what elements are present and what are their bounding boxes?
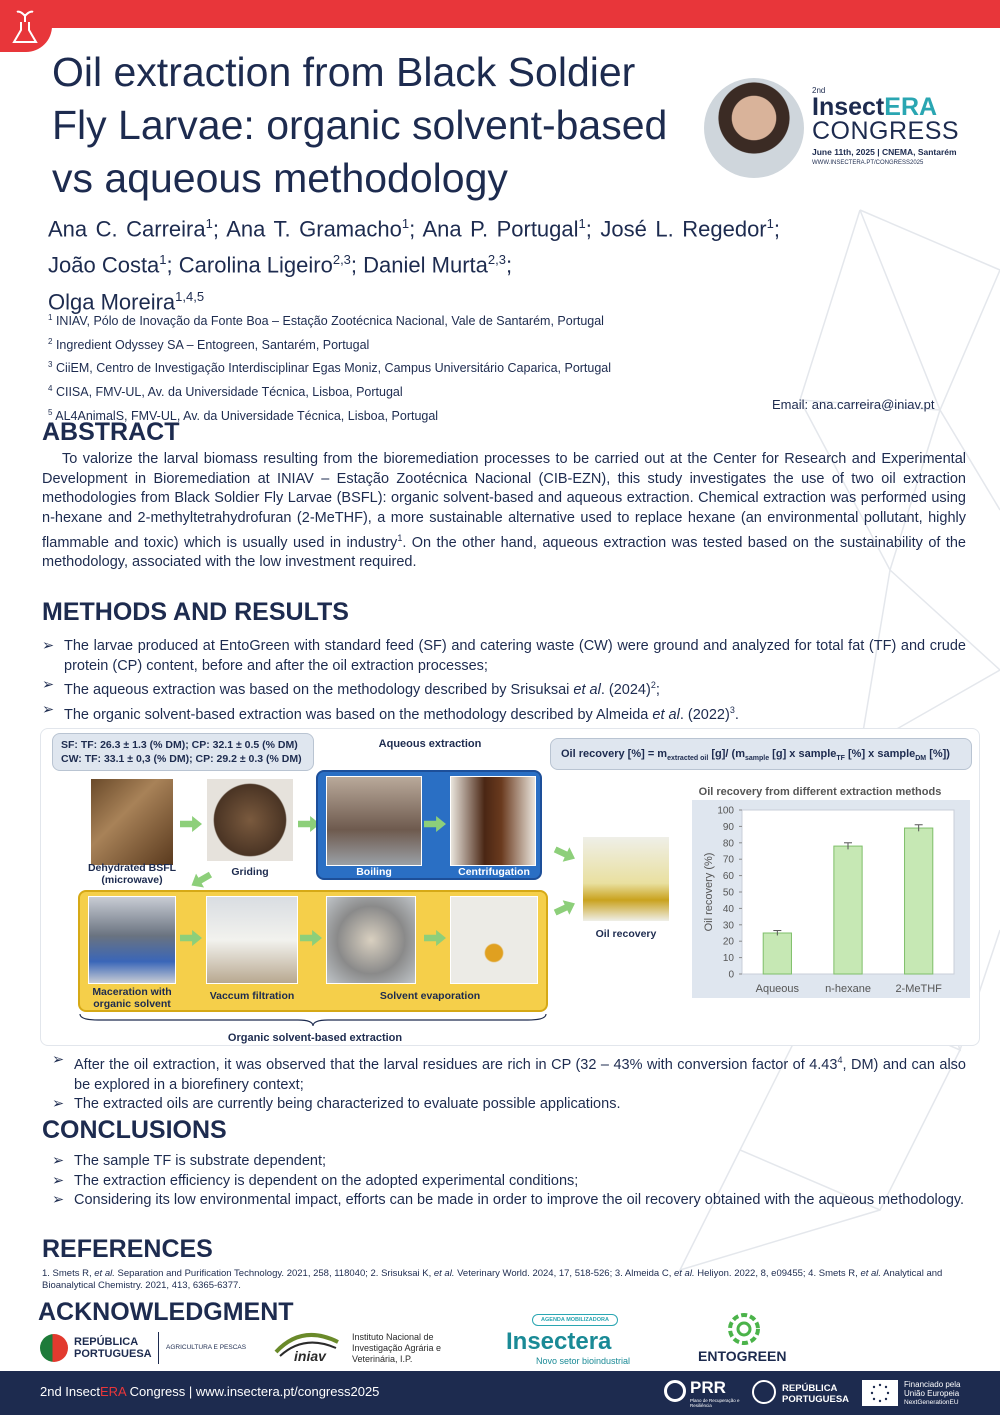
abstract-text: To valorize the larval biomass resulting from the bioremediation processes to be carried out at the Center for Research and Experimental Development in Bioremediation at INIAV – Estação Zootécnica Nacional (CIB-EZN), this study investigates the use of two oil extraction methodologies from Black Soldier Fly Larvae (BSFL): organic solvent-based and aqueous extraction. Chemical extraction was performed using n-hexane and 2-methyltetrahydrofuran (2-MeTHF), a more sustainable alternative used to replace hexane (an environmental pollutant, highly flammable and toxic) which is usually used in industry$^1$. On the other hand, aqueous extraction was tested based on the sustainability of the methodology, associated with the low investment required. bbox=[42, 451, 966, 571]
iniav-logo bbox=[272, 1326, 462, 1368]
congress-name-line2: CONGRESS bbox=[812, 117, 960, 145]
caption-oil-recovery: Oil recovery bbox=[595, 928, 657, 940]
iniav-line2: Investigação Agrária e bbox=[352, 1343, 442, 1353]
congress-ordinal: 2nd bbox=[812, 86, 826, 95]
congress-url: WWW.INSECTERA.PT/CONGRESS2025 bbox=[812, 160, 924, 166]
results-bullets bbox=[52, 1051, 966, 1115]
prr-logo bbox=[664, 1378, 750, 1408]
organic-brace bbox=[78, 1012, 548, 1028]
sf-composition: SF: TF: 26.3 ± 1.3 (% DM); CP: 32.1 ± 0.5 (% DM) bbox=[61, 739, 298, 751]
caption-maceration: Maceration with organic solvent bbox=[92, 986, 172, 1010]
y-tick-label: 90 bbox=[722, 821, 734, 833]
republica-emblem-icon bbox=[40, 1334, 68, 1362]
republica-footer-line2: PORTUGUESA bbox=[782, 1394, 850, 1405]
boiling-photo bbox=[326, 776, 422, 866]
flask-sprout-icon bbox=[0, 0, 52, 52]
republica-logo bbox=[40, 1330, 280, 1366]
eu-flag-icon bbox=[862, 1380, 898, 1406]
y-tick-label: 10 bbox=[722, 953, 734, 965]
methods-bullet: ➢ The larvae produced at EntoGreen with standard feed (SF) and catering waste (CW) were ground and analyzed for total fat (TF) and crude protein (CP) content, before and after the oil extraction processes; bbox=[42, 637, 966, 676]
caption-griding: Griding bbox=[231, 866, 269, 878]
bar-n-hexane bbox=[834, 846, 862, 974]
affiliation-list bbox=[48, 308, 748, 426]
bar-aqueous bbox=[763, 933, 791, 974]
caption-dehydrated: Dehydrated BSFL (microwave) bbox=[87, 862, 177, 886]
prr-subtitle: Plano de Recuperação e Resiliência bbox=[690, 1398, 740, 1408]
y-tick-label: 20 bbox=[722, 936, 734, 948]
dehydrated-larvae-photo bbox=[90, 778, 174, 866]
title-line: vs aqueous methodology bbox=[52, 155, 508, 201]
y-tick-label: 30 bbox=[722, 920, 734, 932]
cw-composition: CW: TF: 33.1 ± 0,3 (% DM); CP: 29.2 ± 0.3 (% DM) bbox=[61, 753, 302, 765]
congress-logo bbox=[812, 86, 992, 166]
y-tick-label: 0 bbox=[728, 969, 734, 981]
republica-ministry: AGRICULTURA E PESCAS bbox=[166, 1344, 247, 1351]
x-tick-label: Aqueous bbox=[755, 983, 800, 995]
methods-bullets bbox=[42, 637, 966, 725]
oil-recovery-bar-chart bbox=[692, 800, 970, 998]
republica-footer-emblem-icon bbox=[752, 1380, 776, 1404]
maceration-photo bbox=[88, 896, 176, 984]
aqueous-title: Aqueous extraction bbox=[378, 738, 482, 750]
caption-vaccum: Vaccum filtration bbox=[209, 990, 295, 1002]
methods-bullet: ➢ The organic solvent-based extraction was based on the methodology described by Almeida et al. $(2022)^3$. bbox=[42, 701, 966, 726]
iniav-wordmark: iniav bbox=[294, 1348, 326, 1364]
eu-logo bbox=[862, 1380, 992, 1408]
caption-evaporation: Solvent evaporation bbox=[379, 990, 481, 1002]
results-bullet: ➢ The extracted oils are currently being characterized to evaluate possible applications. bbox=[52, 1095, 966, 1115]
congress-name: InsectERA bbox=[812, 93, 938, 121]
title-line: Fly Larvae: organic solvent-based bbox=[52, 102, 668, 148]
oil-recovery-photo bbox=[582, 836, 670, 922]
y-tick-label: 50 bbox=[722, 887, 734, 899]
entogreen-spiral-icon bbox=[724, 1312, 764, 1346]
affiliation-item: $^2$ Ingredient Odyssey SA – Entogreen, Santarém, Portugal bbox=[48, 336, 370, 352]
formula-box: Oil recovery [%] = $m_{extracted oil}$ [g]/ ($m_{sample}$ [g] x sample$_{TF}$ [%] x sample$_{DM}$ [%]) bbox=[550, 738, 972, 770]
ground-larvae-photo bbox=[206, 778, 294, 862]
prr-wordmark: PRR bbox=[690, 1378, 726, 1397]
prr-circle-icon bbox=[664, 1380, 686, 1402]
congress-date: June 11th, 2025 | CNEMA, Santarém bbox=[812, 147, 957, 157]
agenda-label: AGENDA MOBILIZADORA bbox=[532, 1314, 618, 1326]
poster-title bbox=[52, 46, 712, 205]
y-axis-label: Oil recovery (%) bbox=[703, 852, 715, 932]
references-text: 1. Smets R, et al. Separation and Purification Technology. 2021, 258, 118040; 2. Srisuksai K, et al. Veterinary World. 2024, 17, 518-526; 3. Almeida C, et al. Heliyon. 2022, 8, e09455; 4. Smets R, et al. Analytical and Bioanalytical Chemistry. 2021, 413, 6365-6377. bbox=[42, 1268, 943, 1291]
affiliation-item: $^5$ AL4AnimalS, FMV-UL, Av. da Universidade Técnica, Lisboa, Portugal bbox=[48, 407, 439, 423]
composition-box bbox=[52, 733, 314, 771]
evaporation-photo-1 bbox=[326, 896, 416, 984]
affiliation-item: $^4$ CIISA, FMV-UL, Av. da Universidade Técnica, Lisboa, Portugal bbox=[48, 383, 403, 400]
vaccum-filtration-photo bbox=[206, 896, 298, 984]
republica-footer-line1: REPÚBLICA bbox=[782, 1383, 838, 1394]
republica-footer-logo bbox=[752, 1380, 852, 1408]
methods-heading: METHODS AND RESULTS bbox=[42, 598, 349, 626]
x-tick-label: n-hexane bbox=[825, 983, 871, 995]
x-tick-label: 2-MeTHF bbox=[895, 983, 942, 995]
author-list: Ana C. Carreira$^1$; Ana T. Gramacho$^1$; Ana P. Portugal$^1$; José L. Regedor$^1$; João Costa$^1$; Carolina Ligeiro$^{2,3}$; Daniel Murta$^{2,3}$; Olga Moreira$^{1,4,5}$ bbox=[48, 216, 780, 314]
republica-line2: PORTUGUESA bbox=[74, 1348, 152, 1360]
footer-congress-text: 2nd InsectERA Congress | www.insectera.pt/congress2025 bbox=[40, 1384, 380, 1399]
results-bullet: ➢ After the oil extraction, it was observed that the larval residues are rich in CP (32 – 43% with conversion factor of 4.43$^4$, DM) and can also be explored in a biorefinery context; bbox=[52, 1051, 966, 1095]
republica-line1: REPÚBLICA bbox=[74, 1336, 139, 1348]
top-accent-bar bbox=[0, 0, 1000, 28]
entogreen-logo bbox=[698, 1312, 790, 1368]
conclusion-bullet: ➢ The sample TF is substrate dependent; bbox=[52, 1152, 966, 1172]
caption-centrifugation: Centrifugation bbox=[458, 866, 530, 878]
methods-bullet: ➢ The aqueous extraction was based on the methodology described by Srisuksai et al. $(2024)^2$; bbox=[42, 676, 966, 701]
conclusion-bullet: ➢ The extraction efficiency is dependent on the adopted experimental conditions; bbox=[52, 1172, 966, 1192]
author-photo bbox=[704, 78, 804, 178]
conclusions-bullets bbox=[52, 1152, 966, 1211]
insectera-logo bbox=[506, 1314, 646, 1368]
y-tick-label: 70 bbox=[722, 854, 734, 866]
organic-title: Organic solvent-based extraction bbox=[227, 1032, 403, 1044]
insectera-wordmark: Insectera bbox=[506, 1328, 612, 1355]
affiliation-item: $^1$ INIAV, Pólo de Inovação da Fonte Boa – Estação Zootécnica Nacional, Vale de Santarém, Portugal bbox=[48, 313, 604, 329]
y-tick-label: 80 bbox=[722, 838, 734, 850]
eu-line1: Financiado pela bbox=[904, 1380, 961, 1389]
affiliation-item: $^3$ CiiEM, Centro de Investigação Interdisciplinar Egas Moniz, Campus Universitário Caparica, Portugal bbox=[48, 360, 612, 376]
eu-line3: NextGenerationEU bbox=[904, 1399, 959, 1406]
evaporation-photo-2 bbox=[450, 896, 538, 984]
entogreen-wordmark: ENTOGREEN bbox=[698, 1348, 787, 1364]
conclusion-bullet: ➢ Considering its low environmental impact, efforts can be made in order to improve the oil recovery obtained with the aqueous methodology. bbox=[52, 1191, 966, 1211]
caption-boiling: Boiling bbox=[356, 866, 392, 878]
y-tick-label: 40 bbox=[722, 903, 734, 915]
flask-logo-badge bbox=[0, 0, 52, 52]
chart-title: Oil recovery from different extraction methods bbox=[698, 786, 942, 798]
insectera-subtitle: Novo setor bioindustrial bbox=[536, 1356, 631, 1366]
y-tick-label: 100 bbox=[717, 805, 734, 817]
contact-email[interactable]: Email: ana.carreira@iniav.pt bbox=[772, 397, 935, 412]
acknowledgment-heading: ACKNOWLEDGMENT bbox=[38, 1298, 294, 1326]
conclusions-heading: CONCLUSIONS bbox=[42, 1116, 227, 1144]
centrifugation-photo bbox=[450, 776, 536, 866]
references-heading: REFERENCES bbox=[42, 1235, 213, 1263]
y-tick-label: 60 bbox=[722, 871, 734, 883]
bar-2-methf bbox=[905, 828, 933, 974]
abstract-heading: ABSTRACT bbox=[42, 418, 180, 446]
iniav-line3: Veterinária, I.P. bbox=[352, 1354, 413, 1364]
eu-line2: União Europeia bbox=[904, 1389, 960, 1398]
iniav-line1: Instituto Nacional de bbox=[352, 1332, 434, 1342]
title-line: Oil extraction from Black Soldier bbox=[52, 49, 636, 95]
